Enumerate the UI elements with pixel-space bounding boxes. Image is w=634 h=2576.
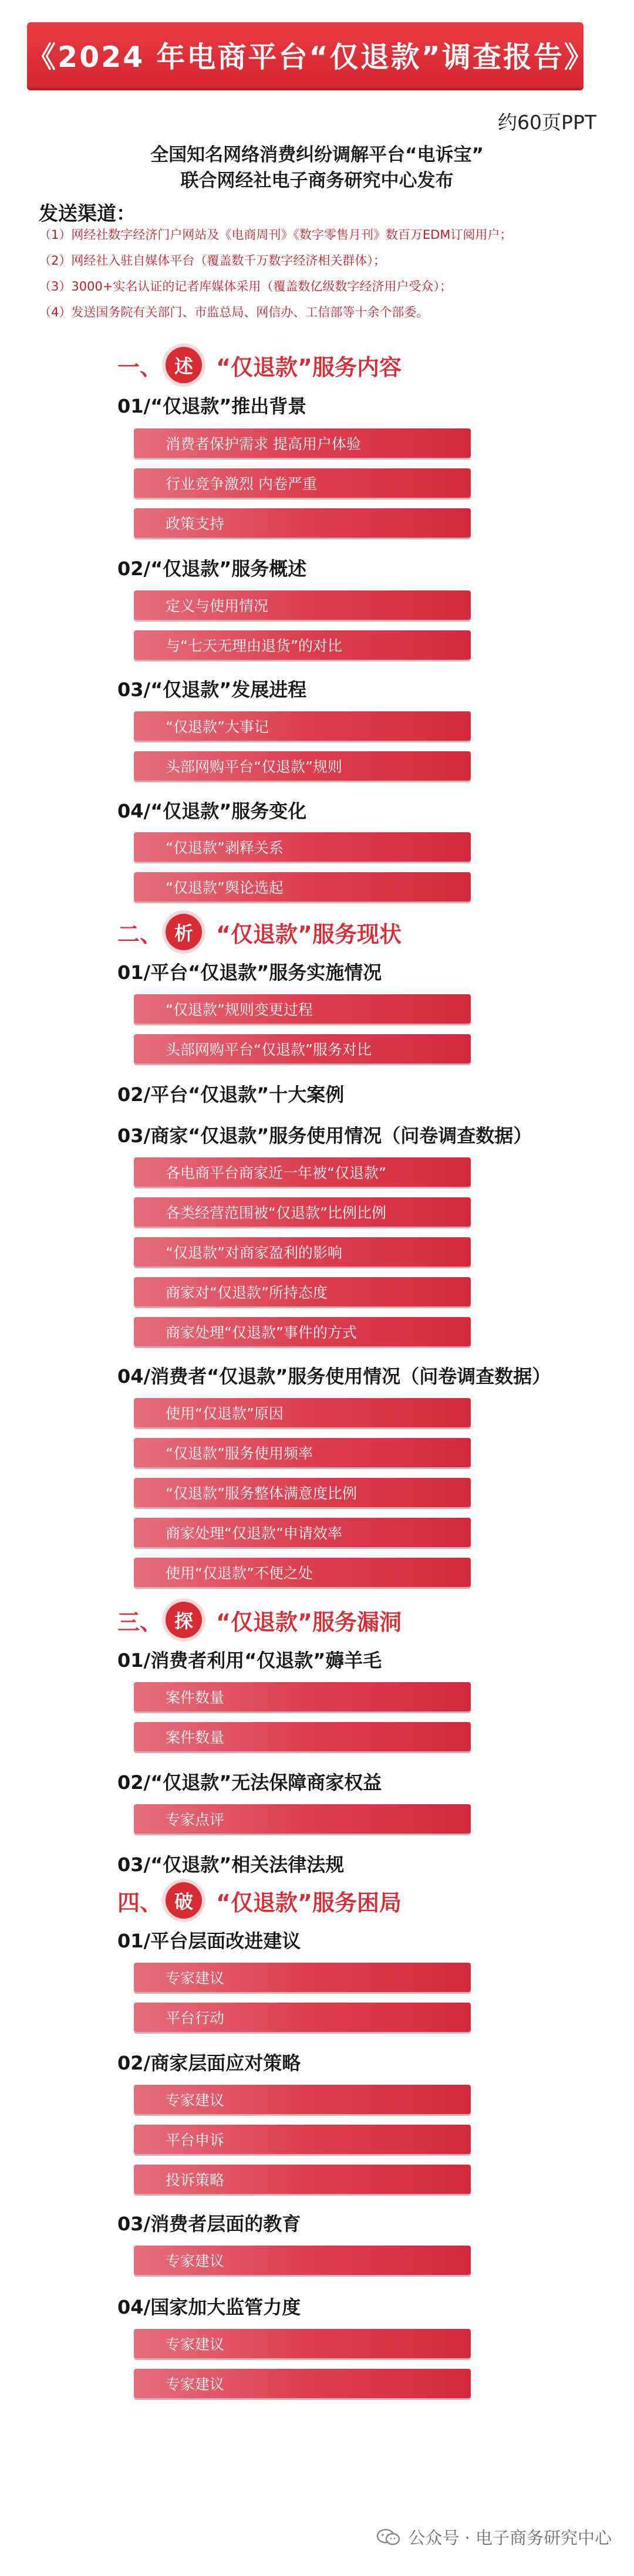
section-number: 一、 [117, 354, 163, 380]
section-header [117, 913, 402, 951]
section-badge: 探 [166, 1602, 202, 1638]
content-bar: “仅退款”服务使用频率 [134, 1438, 471, 1467]
content-bar: 商家对“仅退款”所持态度 [134, 1277, 471, 1306]
section-badge: 破 [166, 1882, 202, 1919]
section-number: 四、 [117, 1889, 163, 1916]
subsection-title: 03/商家“仅退款”服务使用情况（问卷调查数据） [117, 1125, 532, 1147]
content-bar: “仅退款”大事记 [134, 711, 471, 741]
content-bar: 头部网购平台“仅退款”规则 [134, 751, 471, 781]
content-bar: 使用“仅退款”不便之处 [134, 1558, 471, 1587]
section-title: “仅退款”服务困局 [216, 1889, 402, 1916]
title-banner [27, 22, 595, 88]
content-bar: 商家处理“仅退款”事件的方式 [134, 1317, 471, 1346]
subsection-title: 02/“仅退款”无法保障商家权益 [117, 1771, 382, 1794]
subsection-title: 02/“仅退款”服务概述 [117, 558, 307, 580]
content-bar: 专家建议 [134, 1963, 471, 1992]
content-bar: 平台申诉 [134, 2125, 471, 2154]
section-number: 三、 [117, 1609, 163, 1635]
subsection-title: 01/平台层面改进建议 [117, 1930, 301, 1952]
content-bar: 专家建议 [134, 2329, 471, 2358]
page-count: 约60页PPT [498, 111, 596, 134]
content-bar: 商家处理“仅退款”申请效率 [134, 1518, 471, 1547]
content-bar: “仅退款”规则变更过程 [134, 994, 471, 1024]
content-bar: 专家点评 [134, 1804, 471, 1834]
channels-title: 发送渠道： [39, 202, 136, 225]
wechat-watermark [376, 2525, 612, 2549]
channel-item: （3）3000+实名认证的记者库媒体采用（覆盖数亿级数字经济用户受众）； [39, 279, 452, 293]
content-bar: 消费者保护需求 提高用户体验 [134, 428, 471, 458]
publisher-line-2: 联合网经社电子商务研究中心发布 [180, 170, 454, 191]
subsection-title: 03/消费者层面的教育 [117, 2213, 301, 2235]
content-bar: “仅退款”剥释关系 [134, 832, 471, 862]
publisher-line-1: 全国知名网络消费纠纷调解平台“电诉宝” [150, 144, 484, 166]
watermark-text: 公众号 · 电子商务研究中心 [408, 2528, 612, 2548]
subsection-title: 01/消费者利用“仅退款”薅羊毛 [117, 1649, 382, 1672]
section-badge: 述 [166, 347, 202, 383]
subsection-title: 03/“仅退款”发展进程 [117, 678, 307, 701]
subsection-title: 04/“仅退款”服务变化 [117, 800, 307, 822]
wechat-icon [376, 2528, 401, 2546]
section-badge: 析 [166, 914, 202, 950]
section-header [117, 1601, 402, 1639]
section-title: “仅退款”服务现状 [216, 921, 402, 947]
content-bar: 案件数量 [134, 1682, 471, 1711]
subsection-title: 04/消费者“仅退款”服务使用情况（问卷调查数据） [117, 1365, 551, 1387]
section-header [117, 346, 402, 384]
subsection-title: 02/平台“仅退款”十大案例 [117, 1083, 345, 1106]
subsection-title: 03/“仅退款”相关法律法规 [117, 1853, 345, 1876]
section-title: “仅退款”服务内容 [216, 354, 402, 380]
content-bar: 专家建议 [134, 2246, 471, 2275]
subsection-title: 04/国家加大监管力度 [117, 2296, 301, 2318]
section-number: 二、 [117, 921, 163, 947]
channel-item: （1）网经社数字经济门户网站及《电商周刊》《数字零售月刊》数百万EDM订阅用户； [39, 228, 512, 242]
content-bar: 头部网购平台“仅退款”服务对比 [134, 1034, 471, 1064]
content-bar: 与“七天无理由退货”的对比 [134, 630, 471, 660]
subsection-title: 01/平台“仅退款”服务实施情况 [117, 961, 382, 984]
content-bar: 投诉策略 [134, 2165, 471, 2194]
content-bar: “仅退款”舆论选起 [134, 872, 471, 902]
content-bar: 各类经营范围被“仅退款”比例比例 [134, 1197, 471, 1227]
content-bar: 专家建议 [134, 2369, 471, 2398]
content-bar: 定义与使用情况 [134, 590, 471, 620]
content-bar: 各电商平台商家近一年被“仅退款” [134, 1157, 471, 1187]
content-bar: 案件数量 [134, 1722, 471, 1751]
content-bar: 政策支持 [134, 508, 471, 538]
subsection-title: 02/商家层面应对策略 [117, 2052, 301, 2074]
content-bar: 行业竞争激烈 内卷严重 [134, 468, 471, 498]
report-title: 《2024 年电商平台“仅退款”调查报告》 [27, 40, 595, 74]
content-bar: 使用“仅退款”原因 [134, 1398, 471, 1427]
channel-item: （4）发送国务院有关部门、市监总局、网信办、工信部等十余个部委。 [39, 305, 429, 319]
subsection-title: 01/“仅退款”推出背景 [117, 395, 307, 417]
section-header [117, 1882, 402, 1919]
section-title: “仅退款”服务漏洞 [216, 1609, 402, 1635]
content-bar: “仅退款”服务整体满意度比例 [134, 1478, 471, 1507]
content-bar: 专家建议 [134, 2085, 471, 2114]
channel-item: （2）网经社入驻自媒体平台（覆盖数千万数字经济相关群体）； [39, 254, 386, 268]
content-bar: “仅退款”对商家盈利的影响 [134, 1237, 471, 1267]
content-bar: 平台行动 [134, 2003, 471, 2032]
